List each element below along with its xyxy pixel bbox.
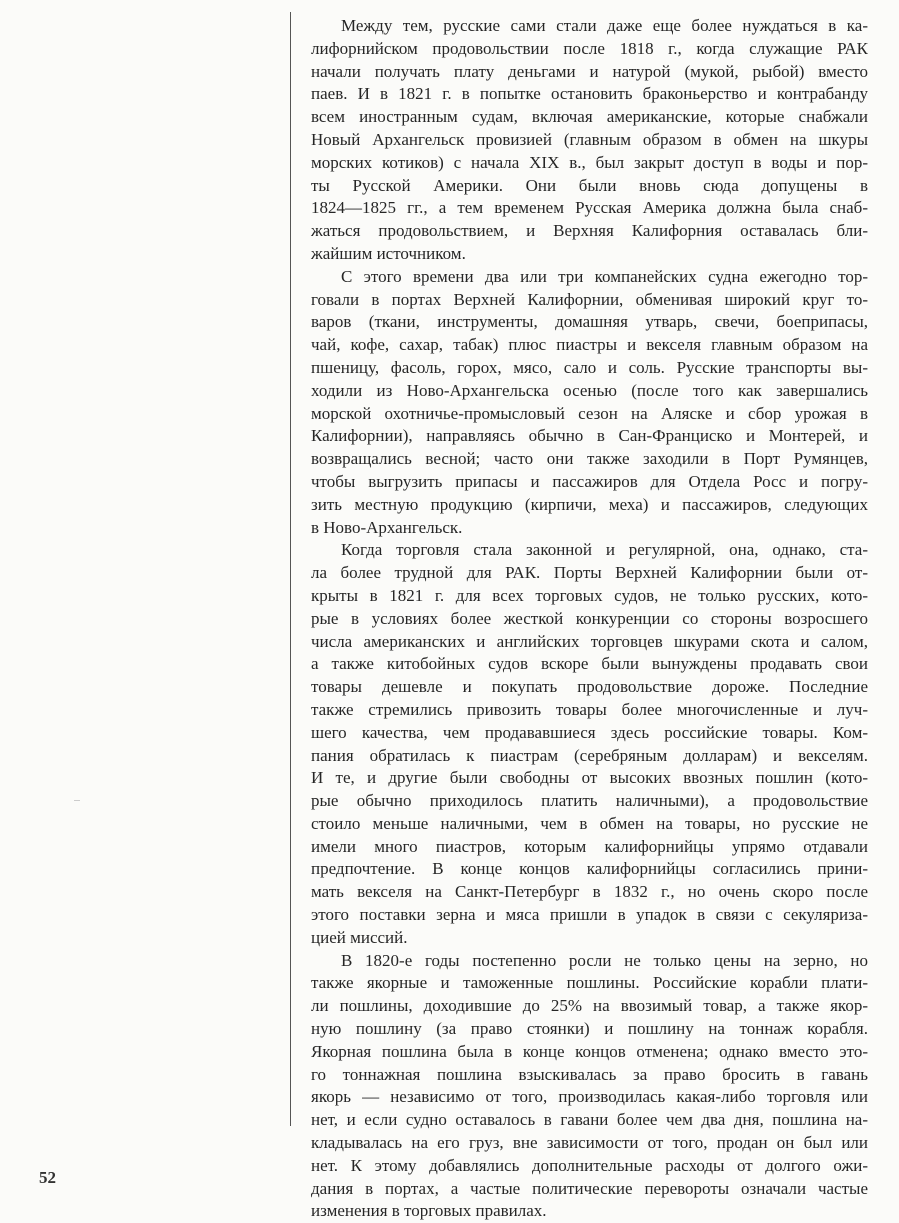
page-number: 52: [39, 1168, 56, 1187]
text-line: также якорные и таможенные пошлины. Российские корабли плати-: [311, 973, 868, 993]
text-line: цией миссий.: [311, 927, 408, 947]
text-line: нет. К этому добавлялись дополнительные расходы от долгого ожи-: [311, 1155, 868, 1175]
text-line: рые в условиях более жесткой конкуренции со стороны возросшего: [311, 608, 868, 628]
text-line: говали в портах Верхней Калифорнии, обменивая широкий круг то-: [311, 289, 868, 309]
text-line: дания в портах, а частые политические перевороты означали частые: [311, 1178, 868, 1198]
text-line: го тоннажная пошлина взыскивалась за право бросить в гавань: [311, 1064, 868, 1084]
text-line: морских котиков) с начала XIX в., был закрыт доступ в воды и пор-: [311, 152, 868, 172]
text-line: варов (ткани, инструменты, домашняя утварь, свечи, боеприпасы,: [311, 312, 868, 332]
text-line: якорь — независимо от того, производилась какая-либо торговля или: [311, 1087, 868, 1107]
text-line: паев. И в 1821 г. в попытке остановить браконьерство и контрабанду: [311, 84, 868, 104]
text-line: Якорная пошлина была в конце концов отменена; однако вместо это-: [311, 1041, 868, 1061]
text-line: ла более трудной для РАК. Порты Верхней Калифорнии были от-: [311, 563, 868, 583]
text-line: рые обычно приходилось платить наличными), а продовольствие: [311, 791, 868, 811]
text-line: предпочтение. В конце концов калифорнийцы согласились прини-: [311, 859, 868, 879]
text-line: зить местную продукцию (кирпичи, меха) и пассажиров, следующих: [311, 494, 868, 514]
text-line: пшеницу, фасоль, горох, мясо, сало и соль. Русские транспорты вы-: [311, 357, 868, 377]
text-line: Новый Архангельск провизией (главным образом в обмен на шкуры: [311, 129, 868, 149]
text-line: товары дешевле и покупать продовольствие дороже. Последние: [311, 677, 868, 697]
text-line: морской охотничье-промысловый сезон на Аляске и сбор урожая в: [311, 403, 868, 423]
text-line: стоило меньше наличными, чем в обмен на товары, но русские не: [311, 813, 868, 833]
text-line: Когда торговля стала законной и регулярной, она, однако, ста-: [341, 540, 868, 560]
text-line: возвращались весной; часто они также заходили в Порт Румянцев,: [311, 449, 868, 469]
text-line: имели много пиастров, которым калифорнийцы упрямо отдавали: [311, 836, 868, 856]
text-line: И те, и другие были свободны от высоких ввозных пошлин (кото-: [311, 768, 868, 788]
text-line: также стремились привозить товары более многочисленные и луч-: [311, 699, 868, 719]
text-line: этого поставки зерна и мяса пришли в упадок в связи с секуляриза-: [311, 905, 868, 925]
text-line: изменения в торговых правилах.: [311, 1201, 547, 1221]
text-line: чтобы выгрузить припасы и пассажиров для Отдела Росс и погру-: [311, 471, 868, 491]
paragraph: [311, 539, 868, 949]
scan-speck: [74, 800, 80, 801]
text-line: ты Русской Америки. Они были вновь сюда допущены в: [311, 175, 868, 195]
text-line: С этого времени два или три компанейских судна ежегодно тор-: [341, 266, 868, 286]
text-line: крыты в 1821 г. для всех торговых судов, не только русских, кото-: [311, 585, 868, 605]
text-line: ли пошлины, доходившие до 25% на ввозимый товар, а также якор-: [311, 996, 868, 1016]
text-line: начали получать плату деньгами и натурой (мукой, рыбой) вместо: [311, 61, 868, 81]
text-line: жайшим источником.: [311, 243, 466, 263]
paragraph: [311, 266, 868, 540]
text-line: пания обратилась к пиастрам (серебряным долларам) и векселям.: [311, 745, 868, 765]
paragraph: [311, 15, 868, 266]
text-line: Калифорнии), направляясь обычно в Сан-Франциско и Монтерей, и: [311, 426, 868, 446]
paragraph: [311, 950, 868, 1223]
text-line: в Ново-Архангельск.: [311, 517, 463, 537]
text-line: жаться продовольствием, и Верхняя Калифорния оставалась бли-: [311, 221, 868, 241]
text-line: мать векселя на Санкт-Петербург в 1832 г., но очень скоро после: [311, 882, 868, 902]
body-text: [311, 15, 868, 1223]
text-line: а также китобойных судов вскоре были вынуждены продавать свои: [311, 654, 868, 674]
text-line: всем иностранным судам, включая американские, которые снабжали: [311, 107, 868, 127]
text-line: нет, и если судно оставалось в гавани более чем два дня, пошлина на-: [311, 1110, 868, 1130]
text-line: ную пошлину (за право стоянки) и пошлину на тоннаж корабля.: [311, 1019, 868, 1039]
text-line: шего качества, чем продававшиеся здесь российские товары. Ком-: [311, 722, 868, 742]
text-line: лифорнийском продовольствии после 1818 г., когда служащие РАК: [311, 38, 868, 58]
text-line: В 1820-е годы постепенно росли не только цены на зерно, но: [341, 950, 868, 970]
text-line: 1824—1825 гг., а тем временем Русская Америка должна была снаб-: [311, 198, 868, 218]
text-line: числа американских и английских торговцев шкурами скота и салом,: [311, 631, 868, 651]
text-line: кладывалась на его груз, вне зависимости от того, продан он был или: [311, 1133, 868, 1153]
text-line: чай, кофе, сахар, табак) плюс пиастры и векселя главным образом на: [311, 335, 868, 355]
margin-rule: [290, 12, 291, 1126]
text-line: Между тем, русские сами стали даже еще более нуждаться в ка-: [341, 16, 868, 35]
text-line: ходили из Ново-Архангельска осенью (после того как завершались: [311, 380, 868, 400]
